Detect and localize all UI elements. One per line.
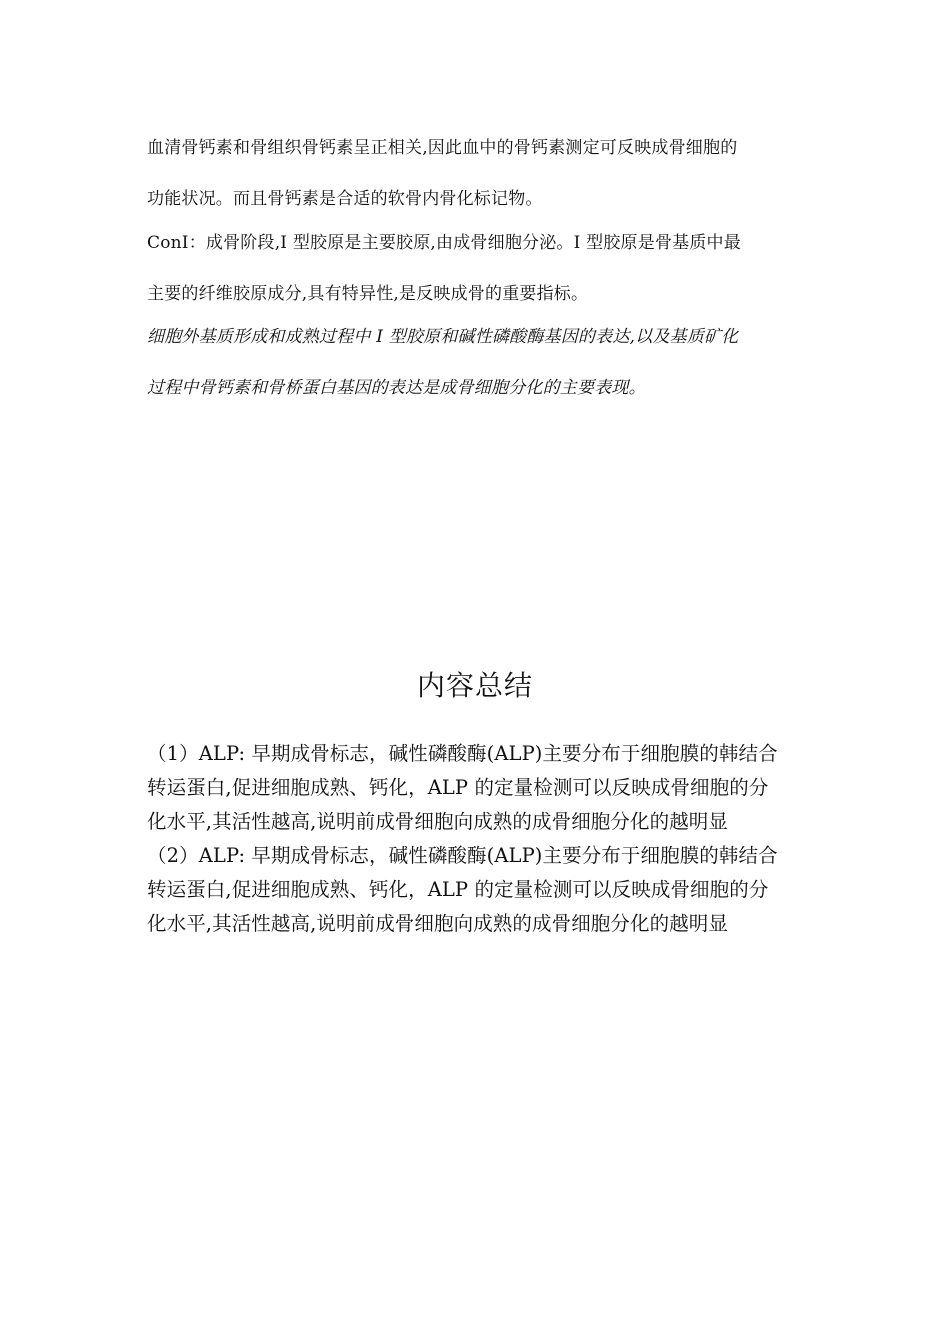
summary-item-2-line-2: 转运蛋白,促进细胞成熟、钙化，ALP 的定量检测可以反映成骨细胞的分: [147, 878, 769, 901]
summary-item-1-line-3: 化水平,其活性越高,说明前成骨细胞向成熟的成骨细胞分化的越明显: [147, 810, 728, 833]
summary-item-2-line-3: 化水平,其活性越高,说明前成骨细胞向成熟的成骨细胞分化的越明显: [147, 912, 728, 935]
paragraph-differentiation-line-2: 过程中骨钙素和骨桥蛋白基因的表达是成骨细胞分化的主要表现。: [147, 378, 646, 398]
summary-title: 内容总结: [416, 669, 533, 702]
paragraph-osteocalcin-line-2: 功能状况。而且骨钙素是合适的软骨内骨化标记物。: [147, 189, 543, 209]
paragraph-collagen-line-2: 主要的纤维胶原成分,具有特异性,是反映成骨的重要指标。: [147, 284, 589, 304]
summary-item-1-line-2: 转运蛋白,促进细胞成熟、钙化，ALP 的定量检测可以反映成骨细胞的分: [147, 776, 769, 799]
paragraph-osteocalcin-line-1: 血清骨钙素和骨组织骨钙素呈正相关,因此血中的骨钙素测定可反映成骨细胞的: [147, 138, 738, 158]
summary-item-2-line-1: （2）ALP: 早期成骨标志，碱性磷酸酶(ALP)主要分布于细胞膜的韩结合: [147, 844, 778, 867]
paragraph-collagen-line-1: ConI：成骨阶段,I 型胶原是主要胶原,由成骨细胞分泌。I 型胶原是骨基质中最: [147, 233, 741, 253]
summary-item-1-line-1: （1）ALP: 早期成骨标志，碱性磷酸酶(ALP)主要分布于细胞膜的韩结合: [147, 742, 778, 765]
paragraph-differentiation-line-1: 细胞外基质形成和成熟过程中 I 型胶原和碱性磷酸酶基因的表达,以及基质矿化: [147, 327, 739, 347]
